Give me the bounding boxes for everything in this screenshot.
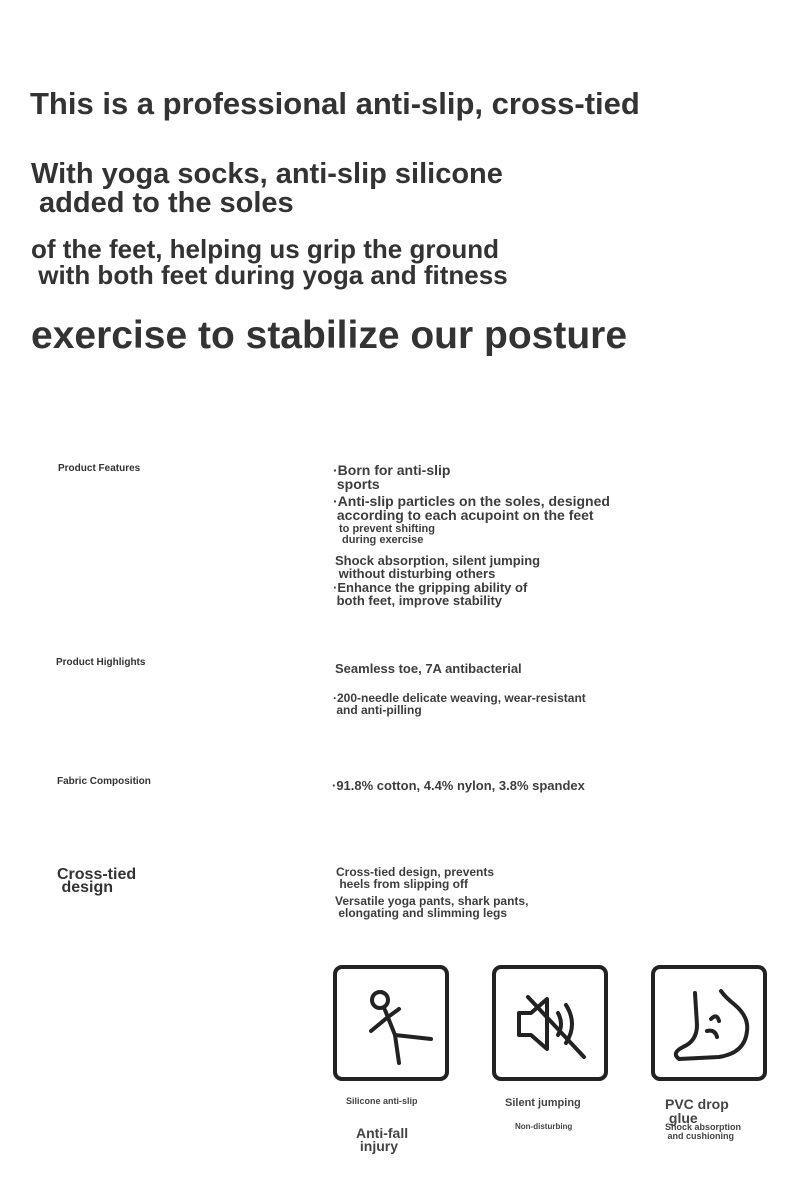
icon3-subcaption: Shock absorption and cushioning — [665, 1122, 742, 1141]
muted-speaker-icon — [492, 965, 608, 1081]
highlights-label: Product Highlights — [56, 657, 146, 668]
headline-line-1: This is a professional anti-slip, cross-tied — [30, 86, 640, 121]
icon1-subcaption: Anti-fall injury — [356, 1125, 409, 1154]
headline-line-2: With yoga socks, anti-slip silicone added to the soles — [31, 158, 503, 219]
features-label: Product Features — [58, 463, 141, 474]
highlights-item-1: Seamless toe, 7A antibacterial — [335, 661, 522, 676]
features-item-1: ·Born for anti-slip sports — [333, 462, 451, 492]
headline-line-3: of the feet, helping us grip the ground with both feet during yoga and fitness — [31, 234, 508, 290]
features-item-4: Shock absorption, silent jumping without disturbing others — [335, 553, 541, 581]
features-item-5: ·Enhance the gripping ability of both feet, improve stability — [333, 580, 528, 608]
foot-icon — [651, 965, 767, 1081]
crosstied-item-1: Cross-tied design, prevents heels from slipping off — [336, 865, 495, 891]
icon1-caption: Silicone anti-slip — [346, 1096, 418, 1106]
features-item-3: to prevent shifting during exercise — [339, 523, 435, 546]
crosstied-item-2: Versatile yoga pants, shark pants, elongating and slimming legs — [335, 894, 529, 920]
features-item-2: ·Anti-slip particles on the soles, designed according to each acupoint on the feet — [333, 493, 610, 523]
fabric-label: Fabric Composition — [57, 776, 151, 787]
headline-line-4: exercise to stabilize our posture — [31, 314, 628, 357]
icon2-caption: Silent jumping — [505, 1097, 581, 1109]
fabric-item-1: ·91.8% cotton, 4.4% nylon, 3.8% spandex — [332, 778, 585, 793]
icon2-subcaption: Non-disturbing — [515, 1122, 573, 1131]
crosstied-label: Cross-tied design — [57, 866, 137, 896]
highlights-item-2: ·200-needle delicate weaving, wear-resistant and anti-pilling — [333, 691, 586, 717]
icon3-caption: PVC drop glue — [665, 1096, 729, 1126]
kicking-person-icon — [333, 965, 449, 1081]
